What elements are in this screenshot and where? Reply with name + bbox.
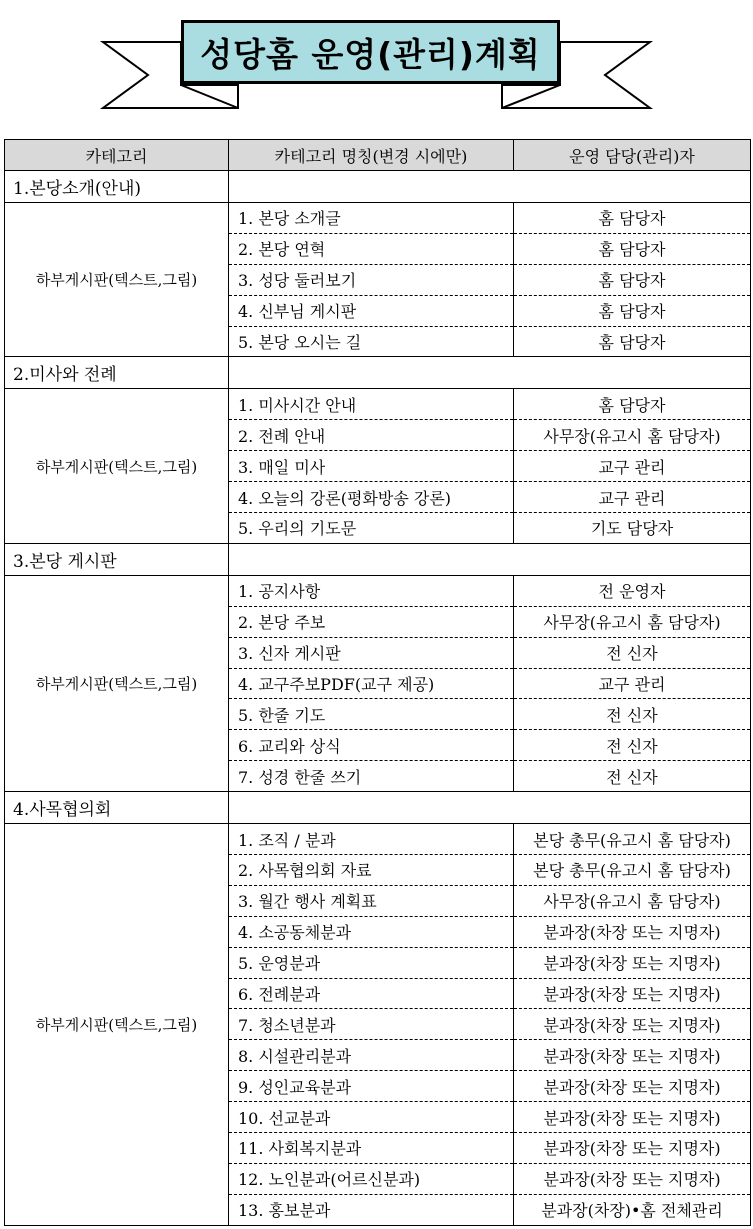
section-row (5, 792, 751, 824)
manager-cell: 전 신자 (514, 730, 751, 761)
board-name-cell: 6. 교리와 상식 (229, 730, 514, 761)
board-name-cell: 2. 전례 안내 (229, 420, 514, 451)
board-name-cell: 4. 신부님 게시판 (229, 295, 514, 326)
board-name-cell: 2. 사목협의회 자료 (229, 855, 514, 886)
manager-cell: 분과장(차장 또는 지명자) (514, 1071, 751, 1102)
manager-cell: 본당 총무(유고시 홈 담당자) (514, 824, 751, 855)
table-header-row (5, 140, 751, 171)
section-empty-cell (229, 171, 751, 203)
manager-cell: 본당 총무(유고시 홈 담당자) (514, 855, 751, 886)
section-row (5, 543, 751, 575)
section-empty-cell (229, 357, 751, 389)
board-name-cell: 13. 홍보분과 (229, 1194, 514, 1225)
board-name-cell: 5. 본당 오시는 길 (229, 326, 514, 357)
manager-cell: 분과장(차장 또는 지명자) (514, 1102, 751, 1133)
plan-table (4, 139, 751, 1226)
table-body (5, 171, 751, 1226)
manager-cell: 분과장(차장 또는 지명자) (514, 1163, 751, 1194)
board-name-cell: 5. 우리의 기도문 (229, 513, 514, 544)
column-header-manager: 운영 담당(관리)자 (514, 140, 751, 171)
column-header-category: 카테고리 (5, 140, 229, 171)
table-row (5, 575, 751, 606)
section-title: 3.본당 게시판 (5, 543, 229, 575)
manager-cell: 사무장(유고시 홈 담당자) (514, 606, 751, 637)
manager-cell: 홈 담당자 (514, 326, 751, 357)
board-name-cell: 10. 선교분과 (229, 1102, 514, 1133)
sub-board-label: 하부게시판(텍스트,그림) (5, 575, 229, 791)
section-title: 4.사목협의회 (5, 792, 229, 824)
manager-cell: 홈 담당자 (514, 295, 751, 326)
board-name-cell: 5. 운영분과 (229, 947, 514, 978)
board-name-cell: 7. 청소년분과 (229, 1009, 514, 1040)
board-name-cell: 2. 본당 주보 (229, 606, 514, 637)
manager-cell: 사무장(유고시 홈 담당자) (514, 420, 751, 451)
board-name-cell: 1. 본당 소개글 (229, 203, 514, 234)
manager-cell: 분과장(차장 또는 지명자) (514, 947, 751, 978)
manager-cell: 전 운영자 (514, 575, 751, 606)
manager-cell: 분과장(차장 또는 지명자) (514, 916, 751, 947)
manager-cell: 기도 담당자 (514, 513, 751, 544)
manager-cell: 전 신자 (514, 761, 751, 792)
board-name-cell: 4. 오늘의 강론(평화방송 강론) (229, 482, 514, 513)
board-name-cell: 1. 조직 / 분과 (229, 824, 514, 855)
sub-board-label: 하부게시판(텍스트,그림) (5, 389, 229, 543)
manager-cell: 전 신자 (514, 699, 751, 730)
table-row (5, 824, 751, 855)
manager-cell: 분과장(차장 또는 지명자) (514, 1009, 751, 1040)
section-empty-cell (229, 543, 751, 575)
board-name-cell: 1. 미사시간 안내 (229, 389, 514, 420)
board-name-cell: 3. 월간 행사 계획표 (229, 885, 514, 916)
section-row (5, 171, 751, 203)
board-name-cell: 12. 노인분과(어르신분과) (229, 1163, 514, 1194)
board-name-cell: 1. 공지사항 (229, 575, 514, 606)
board-name-cell: 8. 시설관리분과 (229, 1040, 514, 1071)
title-banner (0, 0, 753, 125)
manager-cell: 홈 담당자 (514, 203, 751, 234)
board-name-cell: 3. 매일 미사 (229, 451, 514, 482)
board-name-cell: 3. 성당 둘러보기 (229, 264, 514, 295)
title-box (181, 20, 560, 84)
manager-cell: 홈 담당자 (514, 233, 751, 264)
board-name-cell: 4. 교구주보PDF(교구 제공) (229, 668, 514, 699)
board-name-cell: 5. 한줄 기도 (229, 699, 514, 730)
sub-board-label: 하부게시판(텍스트,그림) (5, 203, 229, 357)
manager-cell: 분과장(차장)•홈 전체관리 (514, 1194, 751, 1225)
column-header-category-name: 카테고리 명칭(변경 시에만) (229, 140, 514, 171)
sub-board-label: 하부게시판(텍스트,그림) (5, 824, 229, 1226)
section-empty-cell (229, 792, 751, 824)
manager-cell: 전 신자 (514, 637, 751, 668)
manager-cell: 교구 관리 (514, 451, 751, 482)
board-name-cell: 2. 본당 연혁 (229, 233, 514, 264)
board-name-cell: 6. 전례분과 (229, 978, 514, 1009)
manager-cell: 교구 관리 (514, 668, 751, 699)
section-title: 1.본당소개(안내) (5, 171, 229, 203)
table-row (5, 389, 751, 420)
section-row (5, 357, 751, 389)
manager-cell: 분과장(차장 또는 지명자) (514, 1133, 751, 1164)
board-name-cell: 7. 성경 한줄 쓰기 (229, 761, 514, 792)
manager-cell: 분과장(차장 또는 지명자) (514, 978, 751, 1009)
board-name-cell: 3. 신자 게시판 (229, 637, 514, 668)
manager-cell: 분과장(차장 또는 지명자) (514, 1040, 751, 1071)
manager-cell: 홈 담당자 (514, 389, 751, 420)
board-name-cell: 4. 소공동체분과 (229, 916, 514, 947)
board-name-cell: 9. 성인교육분과 (229, 1071, 514, 1102)
manager-cell: 사무장(유고시 홈 담당자) (514, 885, 751, 916)
manager-cell: 홈 담당자 (514, 264, 751, 295)
table-row (5, 203, 751, 234)
board-name-cell: 11. 사회복지분과 (229, 1133, 514, 1164)
manager-cell: 교구 관리 (514, 482, 751, 513)
section-title: 2.미사와 전례 (5, 357, 229, 389)
page-title: 성당홈 운영(관리)계획 (200, 34, 541, 74)
